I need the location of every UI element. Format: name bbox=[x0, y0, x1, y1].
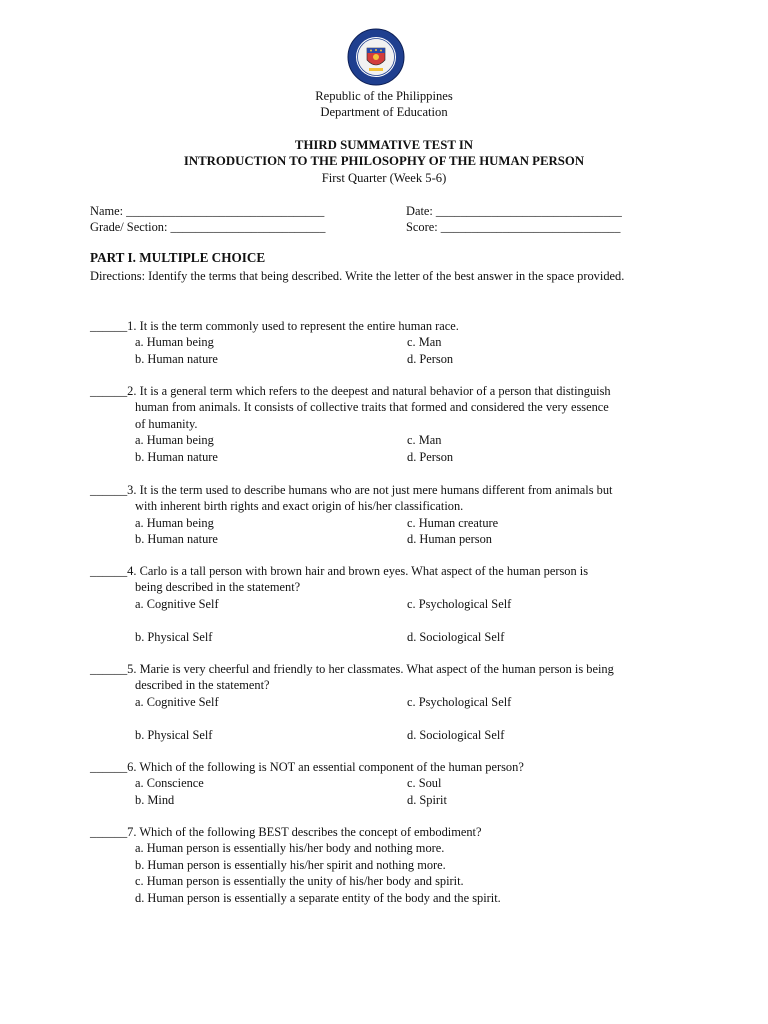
test-title: THIRD SUMMATIVE TEST IN bbox=[294, 138, 474, 152]
question-stem-cont: described in the statement? bbox=[135, 678, 270, 693]
name-field: Name: ________________________________ bbox=[90, 204, 325, 218]
question-stem-cont: with inherent birth rights and exact origin of his/her classification. bbox=[135, 499, 464, 514]
option-a: a. Cognitive Self bbox=[135, 694, 219, 709]
option-c: c. Man bbox=[407, 335, 442, 350]
option-b: b. Human person is essentially his/her spirit and nothing more. bbox=[135, 857, 446, 872]
option-b: b. Mind bbox=[135, 792, 175, 807]
republic-line: Republic of the Philippines bbox=[315, 89, 453, 103]
option-d: d. Person bbox=[407, 351, 454, 366]
option-c: c. Soul bbox=[407, 776, 442, 791]
option-d: d. Spirit bbox=[407, 792, 447, 807]
directions-text: Directions: Identify the terms that being described. Write the letter of the best answer in the space provided. bbox=[90, 269, 625, 283]
question-stem-cont: of humanity. bbox=[135, 416, 198, 431]
question-stem: ______1. It is the term commonly used to represent the entire human race. bbox=[90, 319, 459, 333]
question-stem: ______3. It is the term used to describe humans who are not just mere humans different from animals but bbox=[90, 483, 613, 497]
option-a: a. Human being bbox=[135, 433, 214, 448]
deped-seal-logo bbox=[347, 28, 405, 86]
score-field: Score: _____________________________ bbox=[406, 220, 621, 234]
question-6 bbox=[90, 759, 680, 808]
part-heading: PART I. MULTIPLE CHOICE bbox=[90, 250, 266, 265]
date-field: Date: ______________________________ bbox=[406, 204, 622, 218]
question-2 bbox=[90, 383, 680, 465]
question-stem: ______7. Which of the following BEST describes the concept of embodiment? bbox=[90, 825, 482, 839]
option-b: b. Human nature bbox=[135, 449, 218, 464]
question-4 bbox=[90, 563, 680, 645]
question-3 bbox=[90, 482, 680, 548]
option-c: c. Man bbox=[407, 433, 442, 448]
grade-section-field: Grade/ Section: _________________________ bbox=[90, 220, 326, 234]
option-b: b. Human nature bbox=[135, 532, 218, 547]
option-d: d. Person bbox=[407, 449, 454, 464]
option-c: c. Psychological Self bbox=[407, 694, 512, 709]
option-c: c. Human creature bbox=[407, 515, 499, 530]
option-d: d. Human person is essentially a separate entity of the body and the spirit. bbox=[135, 890, 501, 905]
question-1 bbox=[90, 318, 680, 367]
option-b: b. Physical Self bbox=[135, 727, 213, 742]
option-c: c. Human person is essentially the unity of his/her body and spirit. bbox=[135, 874, 464, 889]
option-d: d. Human person bbox=[407, 532, 492, 547]
question-stem: ______4. Carlo is a tall person with brown hair and brown eyes. What aspect of the human person is bbox=[90, 564, 589, 578]
option-a: a. Human being bbox=[135, 335, 214, 350]
option-a: a. Conscience bbox=[135, 776, 204, 791]
department-line: Department of Education bbox=[320, 105, 448, 119]
option-c: c. Psychological Self bbox=[407, 596, 512, 611]
question-stem: ______6. Which of the following is NOT an essential component of the human person? bbox=[90, 760, 524, 774]
question-stem-cont: being described in the statement? bbox=[135, 580, 301, 595]
subject-title: INTRODUCTION TO THE PHILOSOPHY OF THE HUMAN PERSON bbox=[183, 154, 585, 168]
question-5 bbox=[90, 661, 680, 743]
option-a: a. Human person is essentially his/her body and nothing more. bbox=[135, 841, 445, 856]
quarter-subtitle: First Quarter (Week 5-6) bbox=[321, 171, 447, 185]
option-d: d. Sociological Self bbox=[407, 727, 505, 742]
question-stem: ______5. Marie is very cheerful and friendly to her classmates. What aspect of the human person is being bbox=[90, 662, 614, 676]
question-stem-cont: human from animals. It consists of collective traits that formed and considered the very essence bbox=[135, 400, 609, 415]
option-a: a. Cognitive Self bbox=[135, 596, 219, 611]
option-b: b. Physical Self bbox=[135, 629, 213, 644]
question-stem: ______2. It is a general term which refers to the deepest and natural behavior of a person that distinguish bbox=[90, 384, 611, 398]
option-d: d. Sociological Self bbox=[407, 629, 505, 644]
option-a: a. Human being bbox=[135, 515, 214, 530]
question-7 bbox=[90, 824, 680, 906]
option-b: b. Human nature bbox=[135, 351, 218, 366]
